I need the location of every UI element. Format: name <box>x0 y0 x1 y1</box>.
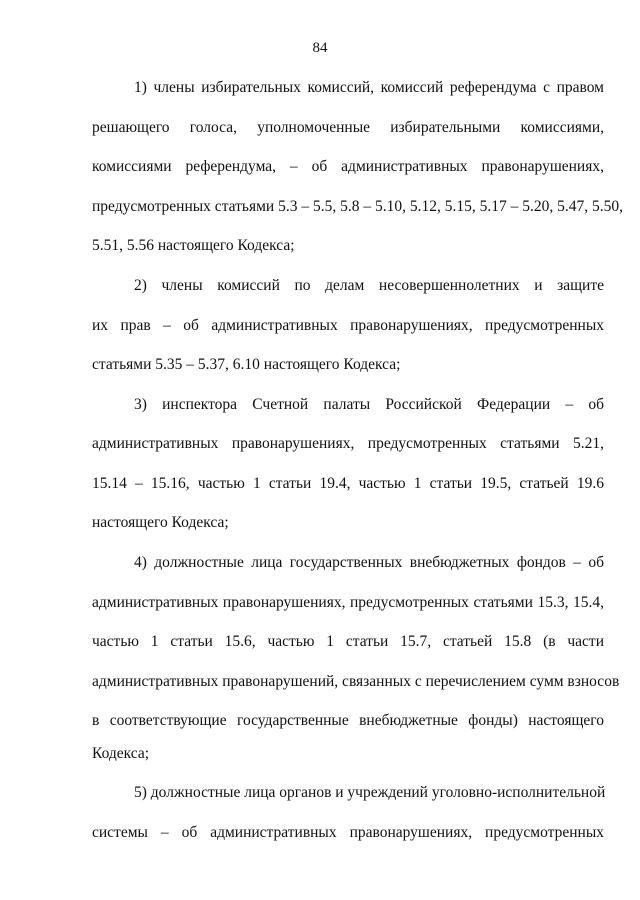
text-line: настоящего Кодекса; <box>92 514 229 531</box>
text-line: их прав – об административных правонарушениях, предусмотренных <box>92 317 604 334</box>
text-line: административных правонарушениях, предусмотренных статьями 15.3, 15.4, <box>92 594 604 611</box>
text-line: 15.14 – 15.16, частью 1 статьи 19.4, частью 1 статьи 19.5, статьей 19.6 <box>92 475 604 492</box>
text-line: 4) должностные лица государственных внебюджетных фондов – об <box>134 554 604 571</box>
page-number: 84 <box>312 40 328 56</box>
text-line: 1) члены избирательных комиссий, комиссий референдума с правом <box>134 79 604 96</box>
text-line: 5.51, 5.56 настоящего Кодекса; <box>92 237 295 254</box>
text-line: административных правонарушений, связанных с перечислением сумм взносов <box>92 673 620 690</box>
text-line: решающего голоса, уполномоченные избирательными комиссиями, <box>92 119 604 136</box>
text-line: комиссиями референдума, – об административных правонарушениях, <box>92 158 604 175</box>
text-line: административных правонарушениях, предусмотренных статьями 5.21, <box>92 435 604 452</box>
text-line: в соответствующие государственные внебюджетные фонды) настоящего <box>92 712 604 729</box>
text-line: предусмотренных статьями 5.3 – 5.5, 5.8 – 5.10, 5.12, 5.15, 5.17 – 5.20, 5.47, 5.50, <box>92 198 623 215</box>
text-line: 5) должностные лица органов и учреждений уголовно-исполнительной <box>134 784 606 801</box>
text-line: статьями 5.35 – 5.37, 6.10 настоящего Кодекса; <box>92 356 401 373</box>
text-line: Кодекса; <box>92 745 150 762</box>
text-line: 3) инспектора Счетной палаты Российской Федерации – об <box>134 396 604 413</box>
text-line: системы – об административных правонарушениях, предусмотренных <box>92 824 604 841</box>
text-line: 2) члены комиссий по делам несовершеннолетних и защите <box>134 277 604 294</box>
text-line: частью 1 статьи 15.6, частью 1 статьи 15.7, статьей 15.8 (в части <box>92 633 604 650</box>
